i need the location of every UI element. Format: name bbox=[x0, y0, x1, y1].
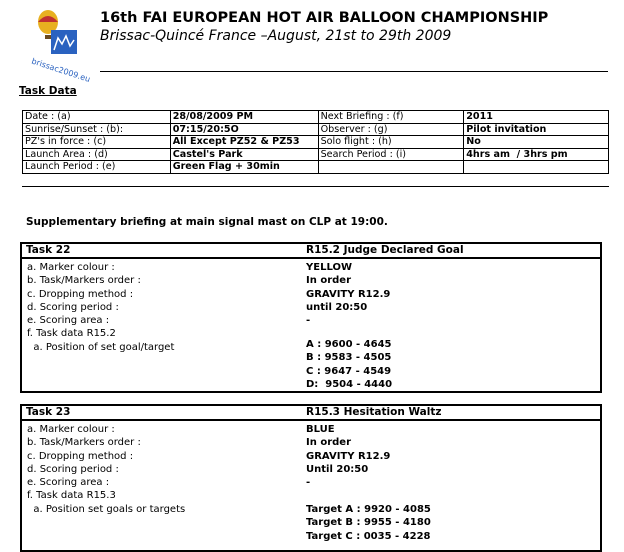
target-b: B : 9583 - 4505 bbox=[306, 352, 392, 364]
task-22-header bbox=[22, 244, 600, 259]
task-23-rule: R15.3 Hesitation Waltz bbox=[306, 406, 442, 418]
task-23-values bbox=[306, 423, 390, 489]
value-dropping-method: GRAVITY R12.9 bbox=[306, 450, 391, 462]
task-data-value: No bbox=[464, 136, 609, 149]
task-data-row bbox=[23, 123, 609, 136]
value-task-order: In order bbox=[306, 275, 351, 287]
task-23-number: Task 23 bbox=[26, 406, 71, 418]
supplementary-briefing: Supplementary briefing at main signal mast on CLP at 19:00. bbox=[26, 216, 388, 228]
page-title: 16th FAI EUROPEAN HOT AIR BALLOON CHAMPIONSHIP bbox=[100, 10, 549, 26]
task-23-labels bbox=[27, 423, 185, 516]
label-marker-colour: a. Marker colour : bbox=[27, 424, 115, 435]
task-data-row bbox=[23, 111, 609, 124]
label-scoring-period: d. Scoring period : bbox=[27, 463, 119, 475]
label-task-order: b. Task/Markers order : bbox=[27, 275, 141, 287]
label-scoring-area: e. Scoring area : bbox=[27, 315, 110, 327]
task-data-value: Green Flag + 30min bbox=[170, 161, 318, 174]
task-data-value: 4hrs am / 3hrs pm bbox=[464, 148, 609, 161]
label-task-data: f. Task data R15.3 bbox=[27, 490, 116, 502]
value-task-order: In order bbox=[306, 437, 351, 449]
task-data-label: Next Briefing : (f) bbox=[318, 111, 464, 124]
task-data-label: Search Period : (i) bbox=[318, 148, 464, 161]
task-22-number: Task 22 bbox=[26, 244, 71, 256]
task-data-row bbox=[23, 148, 609, 161]
task-22-values bbox=[306, 261, 390, 327]
task-data-row bbox=[23, 136, 609, 149]
task-23-targets bbox=[306, 503, 431, 543]
task-data-value: Pilot invitation bbox=[464, 123, 609, 136]
task-22-box bbox=[20, 242, 602, 393]
target-c: C : 9647 - 4549 bbox=[306, 365, 392, 377]
value-marker-colour: YELLOW bbox=[306, 262, 352, 273]
task-data-value: 2011 bbox=[464, 111, 609, 124]
task-data-value: Castel's Park bbox=[170, 148, 318, 161]
task-data-label: Launch Area : (d) bbox=[23, 148, 171, 161]
value-scoring-area: - bbox=[306, 477, 311, 489]
target-a: Target A : 9920 - 4085 bbox=[306, 504, 431, 515]
task-data-heading: Task Data bbox=[19, 85, 77, 97]
label-marker-colour: a. Marker colour : bbox=[27, 262, 115, 273]
task-data-row bbox=[23, 161, 609, 174]
task-data-value bbox=[464, 161, 609, 174]
task-data-label bbox=[318, 161, 464, 174]
task-data-label: Solo flight : (h) bbox=[318, 136, 464, 149]
task-data-value: All Except PZ52 & PZ53 bbox=[170, 136, 318, 149]
label-scoring-period: d. Scoring period : bbox=[27, 301, 119, 313]
label-scoring-area: e. Scoring area : bbox=[27, 477, 110, 489]
target-c: Target C : 0035 - 4228 bbox=[306, 530, 431, 542]
label-position: a. Position of set goal/target bbox=[27, 341, 175, 353]
task-22-targets bbox=[306, 338, 392, 391]
label-dropping-method: c. Dropping method : bbox=[27, 288, 134, 300]
task-data-label: Date : (a) bbox=[23, 111, 171, 124]
task-22-labels bbox=[27, 261, 174, 354]
task-data-value: 07:15/20:5O bbox=[170, 123, 318, 136]
task-22-rule: R15.2 Judge Declared Goal bbox=[306, 244, 464, 256]
value-scoring-area: - bbox=[306, 315, 311, 327]
target-a: A : 9600 - 4645 bbox=[306, 339, 392, 350]
header-divider bbox=[100, 71, 608, 72]
value-dropping-method: GRAVITY R12.9 bbox=[306, 288, 391, 300]
label-dropping-method: c. Dropping method : bbox=[27, 450, 134, 462]
value-marker-colour: BLUE bbox=[306, 424, 335, 435]
label-task-order: b. Task/Markers order : bbox=[27, 437, 141, 449]
logo-text: brissac2009.eu bbox=[30, 56, 92, 85]
section-divider bbox=[22, 186, 609, 187]
label-position: a. Position set goals or targets bbox=[27, 503, 186, 515]
task-23-header bbox=[22, 406, 600, 421]
task-data-label: Observer : (g) bbox=[318, 123, 464, 136]
championship-logo bbox=[30, 8, 92, 85]
value-scoring-period: Until 20:50 bbox=[306, 463, 369, 475]
task-data-label: PZ's in force : (c) bbox=[23, 136, 171, 149]
task-data-label: Launch Period : (e) bbox=[23, 161, 171, 174]
task-data-table bbox=[22, 110, 609, 174]
task-23-box bbox=[20, 404, 602, 552]
target-d: D: 9504 - 4440 bbox=[306, 378, 393, 390]
target-b: Target B : 9955 - 4180 bbox=[306, 517, 431, 529]
task-data-value: 28/08/2009 PM bbox=[170, 111, 318, 124]
value-scoring-period: until 20:50 bbox=[306, 301, 368, 313]
page-subtitle: Brissac-Quincé France –August, 21st to 29th 2009 bbox=[100, 28, 452, 44]
task-data-label: Sunrise/Sunset : (b): bbox=[23, 123, 171, 136]
label-task-data: f. Task data R15.2 bbox=[27, 328, 116, 340]
